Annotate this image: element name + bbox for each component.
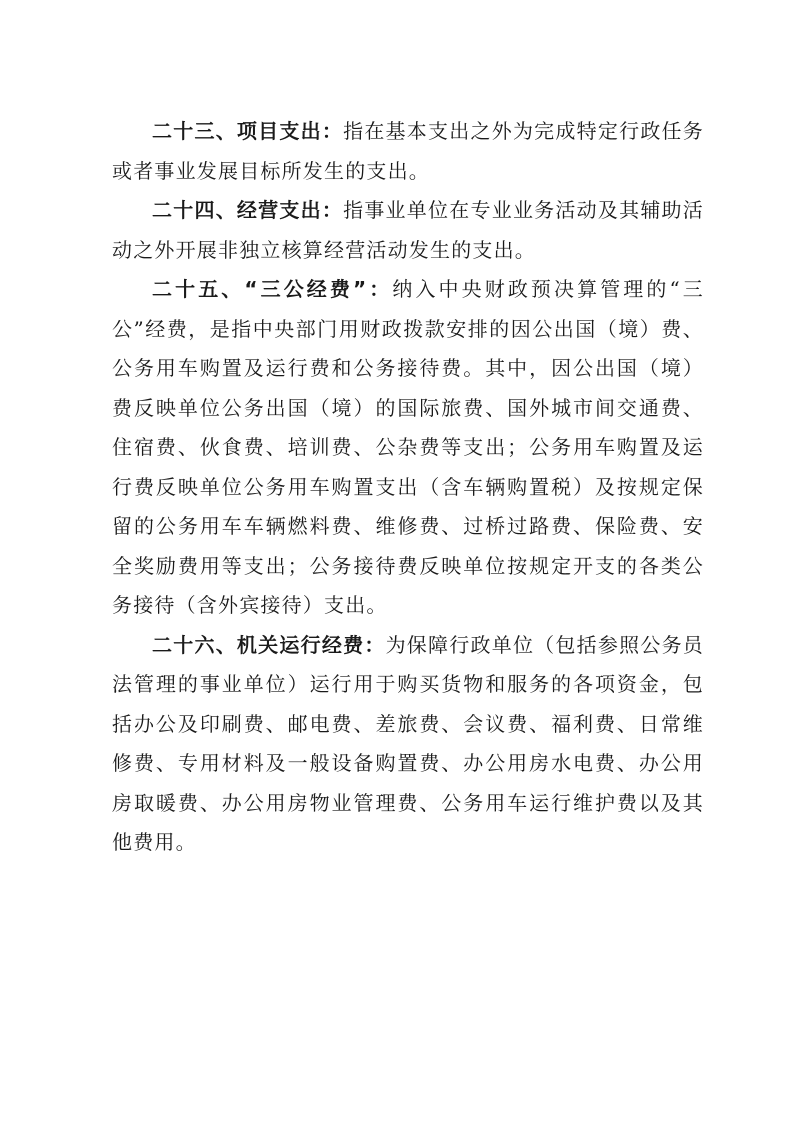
paragraph-agency-operating-funds — [112, 626, 704, 863]
paragraph-three-public-expenses — [112, 270, 704, 626]
term-definition: 指事业单位在专业业务活动及其辅助活动之外开展非独立核算经营活动发生的支出。 — [112, 198, 704, 262]
document-body — [112, 112, 704, 863]
term-definition: 纳入中央财政预决算管理的“三公”经费，是指中央部门用财政拨款安排的因公出国（境）费、公务用车购置及运行费和公务接待费。其中，因公出国（境）费反映单位公务出国（境）的国际旅费、国外城市间交通费、住宿费、伙食费、培训费、公杂费等支出；公务用车购置及运行费反映单位公务用车购置支出（含车辆购置税）及按规定保留的公务用车车辆燃料费、维修费、过桥过路费、保险费、安全奖励费用等支出；公务接待费反映单位按规定开支的各类公务接待（含外宾接待）支出。 — [112, 277, 704, 617]
term-heading: 二十六、机关运行经费： — [152, 632, 386, 657]
paragraph-operating-expenditure — [112, 191, 704, 270]
term-definition: 为保障行政单位（包括参照公务员法管理的事业单位）运行用于购买货物和服务的各项资金，包括办公及印刷费、邮电费、差旅费、会议费、福利费、日常维修费、专用材料及一般设备购置费、办公用房水电费、办公用房取暖费、办公用房物业管理费、公务用车运行维护费以及其他费用。 — [112, 632, 705, 854]
term-definition: 指在基本支出之外为完成特定行政任务或者事业发展目标所发生的支出。 — [112, 119, 704, 183]
term-heading: 二十三、项目支出： — [152, 119, 344, 143]
paragraph-project-expenditure — [112, 112, 704, 191]
term-heading: 二十四、经营支出： — [152, 198, 344, 222]
term-heading: 二十五、“三公经费”： — [152, 277, 393, 301]
